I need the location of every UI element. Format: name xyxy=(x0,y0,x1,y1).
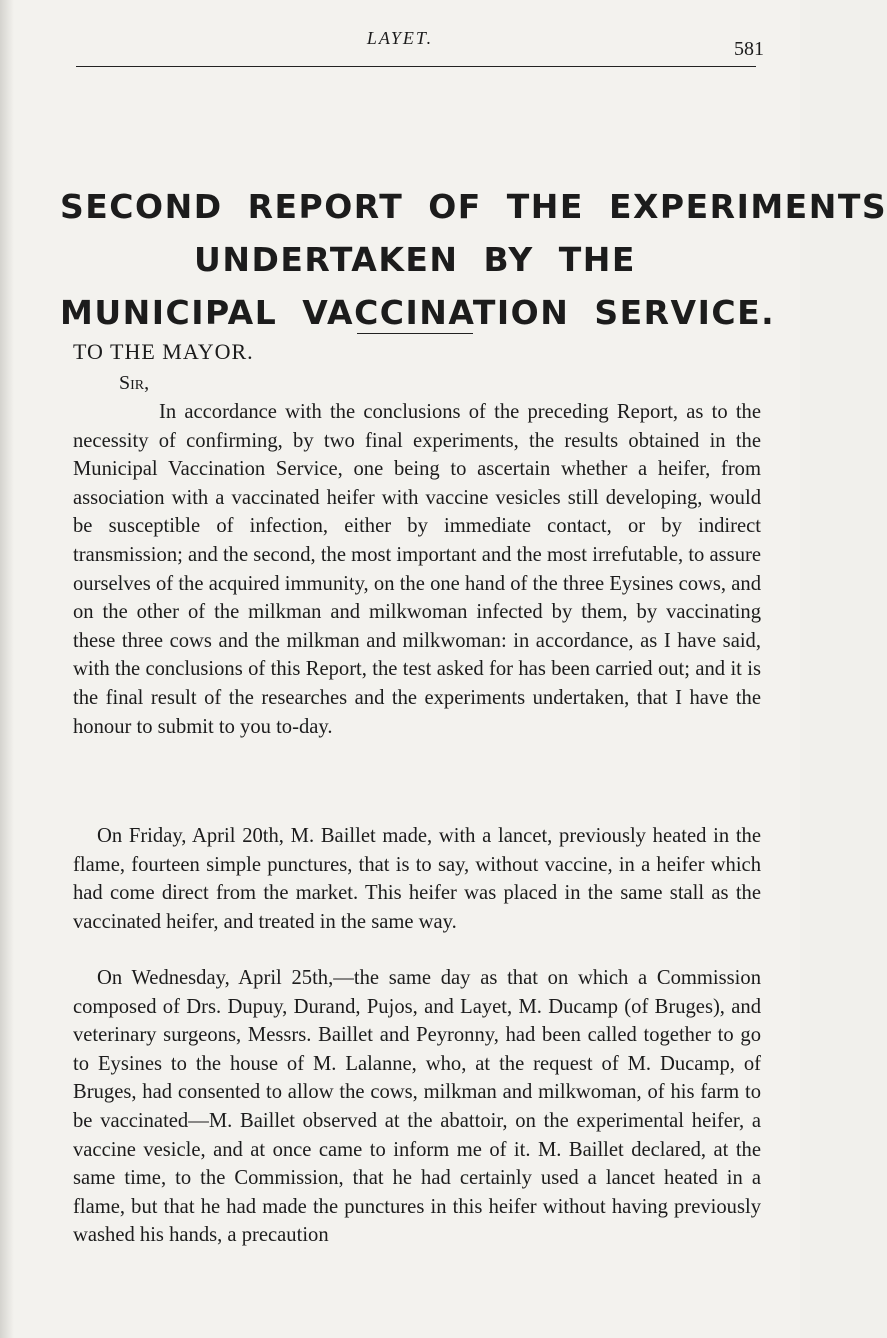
addressee: TO THE MAYOR. xyxy=(73,339,254,364)
page-gutter-shadow xyxy=(0,0,14,1338)
title-line-3: MUNICIPAL VACCINATION SERVICE. xyxy=(60,293,776,332)
paragraph-text: In accordance with the conclusions of the preceding Report, as to the necessity of confirming, by two final experiments, the results obtained in the Municipal Vaccination Service, one being to ascertain whether a heifer, from association with a vaccinated heifer with vaccine vesicles still developing, would be susceptible of infection, either by immediate contact, or by indirect transmission; and the second, the most important and the most irrefutable, to assure ourselves of the acquired immunity, on the one hand of the three Eysines cows, and on the other of the milkman and milkwoman infected by them, by vaccinating these three cows and the milkman and milkwoman: in accordance, as I have said, with the conclusions of this Report, the test asked for has been carried out; and it is the final result of the researches and the experiments undertaken, that I have the honour to submit to you to-day. xyxy=(73,401,761,738)
paragraph-2 xyxy=(73,822,761,936)
paragraph-text: On Friday, April 20th, M. Baillet made, with a lancet, previously heated in the flame, fourteen simple punctures, that is to say, without vaccine, in a heifer which had come direct from the market. This heifer was placed in the same stall as the vaccinated heifer, and treated in the same way. xyxy=(73,825,761,933)
page-number: 581 xyxy=(734,38,764,60)
running-head: LAYET. xyxy=(366,28,434,48)
title-line-1: SECOND REPORT OF THE EXPERIMENTS xyxy=(60,187,887,226)
paragraph-3 xyxy=(73,964,761,1250)
salutation: Sir, xyxy=(119,372,150,394)
header-rule xyxy=(76,66,756,67)
title-line-2: UNDERTAKEN BY THE xyxy=(194,240,636,279)
report-title xyxy=(60,180,887,339)
title-divider xyxy=(357,333,473,334)
paragraph-text: On Wednesday, April 25th,—the same day as that on which a Commission composed of Drs. Dupuy, Durand, Pujos, and Layet, M. Ducamp (of Bruges), and veterinary surgeons, Messrs. Baillet and Peyronny, had been called together to go to Eysines to the house of M. Lalanne, who, at the request of M. Ducamp, of Bruges, had consented to allow the cows, milkman and milkwoman, of his farm to be vaccinated—M. Baillet observed at the abattoir, on the experimental heifer, a vaccine vesicle, and at once came to inform me of it. M. Baillet declared, at the same time, to the Commission, that he had certainly used a lancet heated in a flame, but that he had made the punctures in this heifer without having previously washed his hands, a precaution xyxy=(73,967,761,1247)
paragraph-1 xyxy=(73,398,761,741)
